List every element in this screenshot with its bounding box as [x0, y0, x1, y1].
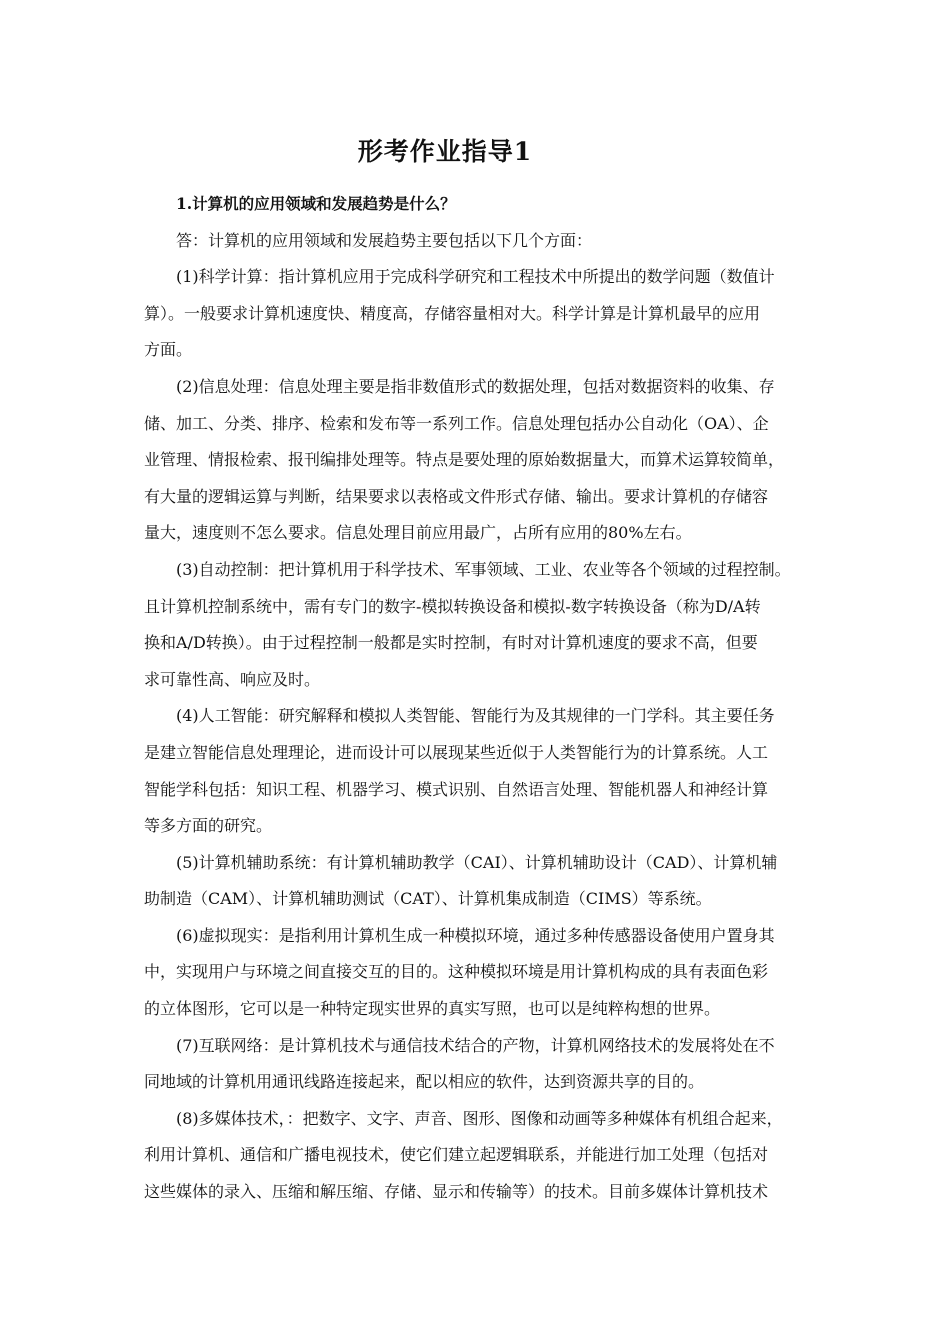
- paragraph-line: 方面。: [144, 340, 193, 360]
- paragraph-line: (8)多媒体技术，：把数字、文字、声音、图形、图像和动画等多种媒体有机组合起来，: [176, 1108, 783, 1128]
- paragraph-line: 求可靠性高、响应及时。: [144, 669, 321, 689]
- paragraph-line: 是建立智能信息处理理论，进而设计可以展现某些近似于人类智能行为的计算系统。人工: [144, 742, 769, 762]
- question-heading: 1.计算机的应用领域和发展趋势是什么？: [176, 194, 456, 213]
- paragraph-line: 换和A/D转换）。由于过程控制一般都是实时控制，有时对计算机速度的要求不高，但要: [144, 633, 758, 653]
- paragraph-line: 业管理、情报检索、报刊编排处理等。特点是要处理的原始数据量大，而算术运算较简单，: [144, 450, 785, 470]
- paragraph-line: (4)人工智能：研究解释和模拟人类智能、智能行为及其规律的一门学科。其主要任务: [176, 706, 775, 726]
- paragraph-line: 答：计算机的应用领域和发展趋势主要包括以下几个方面：: [176, 230, 593, 250]
- paragraph-line: (7)互联网络：是计算机技术与通信技术结合的产物，计算机网络技术的发展将处在不: [176, 1035, 775, 1055]
- paragraph-line: 智能学科包括：知识工程、机器学习、模式识别、自然语言处理、智能机器人和神经计算: [144, 779, 769, 799]
- paragraph-line: (5)计算机辅助系统：有计算机辅助教学（CAI）、计算机辅助设计（CAD）、计算机辅: [176, 852, 778, 872]
- paragraph-line: 量大，速度则不怎么要求。信息处理目前应用最广，占所有应用的80%左右。: [144, 523, 692, 543]
- page-title: 形考作业指导1: [357, 137, 533, 166]
- paragraph-line: 且计算机控制系统中，需有专门的数字-模拟转换设备和模拟-数字转换设备（称为D/A转: [144, 596, 761, 616]
- paragraph-line: 有大量的逻辑运算与判断，结果要求以表格或文件形式存储、输出。要求计算机的存储容: [144, 486, 769, 506]
- paragraph-line: 储、加工、分类、排序、检索和发布等一系列工作。信息处理包括办公自动化（OA）、企: [144, 413, 769, 433]
- document-body: [144, 186, 824, 1211]
- paragraph-line: 利用计算机、通信和广播电视技术，使它们建立起逻辑联系，并能进行加工处理（包括对: [144, 1145, 769, 1165]
- paragraph-line: 算）。一般要求计算机速度快、精度高，存储容量相对大。科学计算是计算机最早的应用: [144, 303, 761, 323]
- paragraph-line: 等多方面的研究。: [144, 816, 273, 836]
- paragraph-line: (2)信息处理：信息处理主要是指非数值形式的数据处理，包括对数据资料的收集、存: [176, 376, 775, 396]
- paragraph-line: (6)虚拟现实：是指利用计算机生成一种模拟环境，通过多种传感器设备使用户置身其: [176, 925, 775, 945]
- paragraph-line: (1)科学计算：指计算机应用于完成科学研究和工程技术中所提出的数学问题（数值计: [176, 267, 775, 287]
- paragraph-line: (3)自动控制：把计算机用于科学技术、军事领域、工业、农业等各个领域的过程控制。: [176, 559, 791, 579]
- paragraph-line: 中，实现用户与环境之间直接交互的目的。这种模拟环境是用计算机构成的具有表面色彩: [144, 962, 769, 982]
- paragraph-line: 这些媒体的录入、压缩和解压缩、存储、显示和传输等）的技术。目前多媒体计算机技术: [144, 1182, 769, 1202]
- paragraph-line: 同地域的计算机用通讯线路连接起来，配以相应的软件，达到资源共享的目的。: [144, 1072, 705, 1092]
- answer-text: [144, 223, 824, 1211]
- paragraph-line: 的立体图形，它可以是一种特定现实世界的真实写照，也可以是纯粹构想的世界。: [144, 999, 721, 1019]
- paragraph-line: 助制造（CAM）、计算机辅助测试（CAT）、计算机集成制造（CIMS）等系统。: [144, 889, 712, 909]
